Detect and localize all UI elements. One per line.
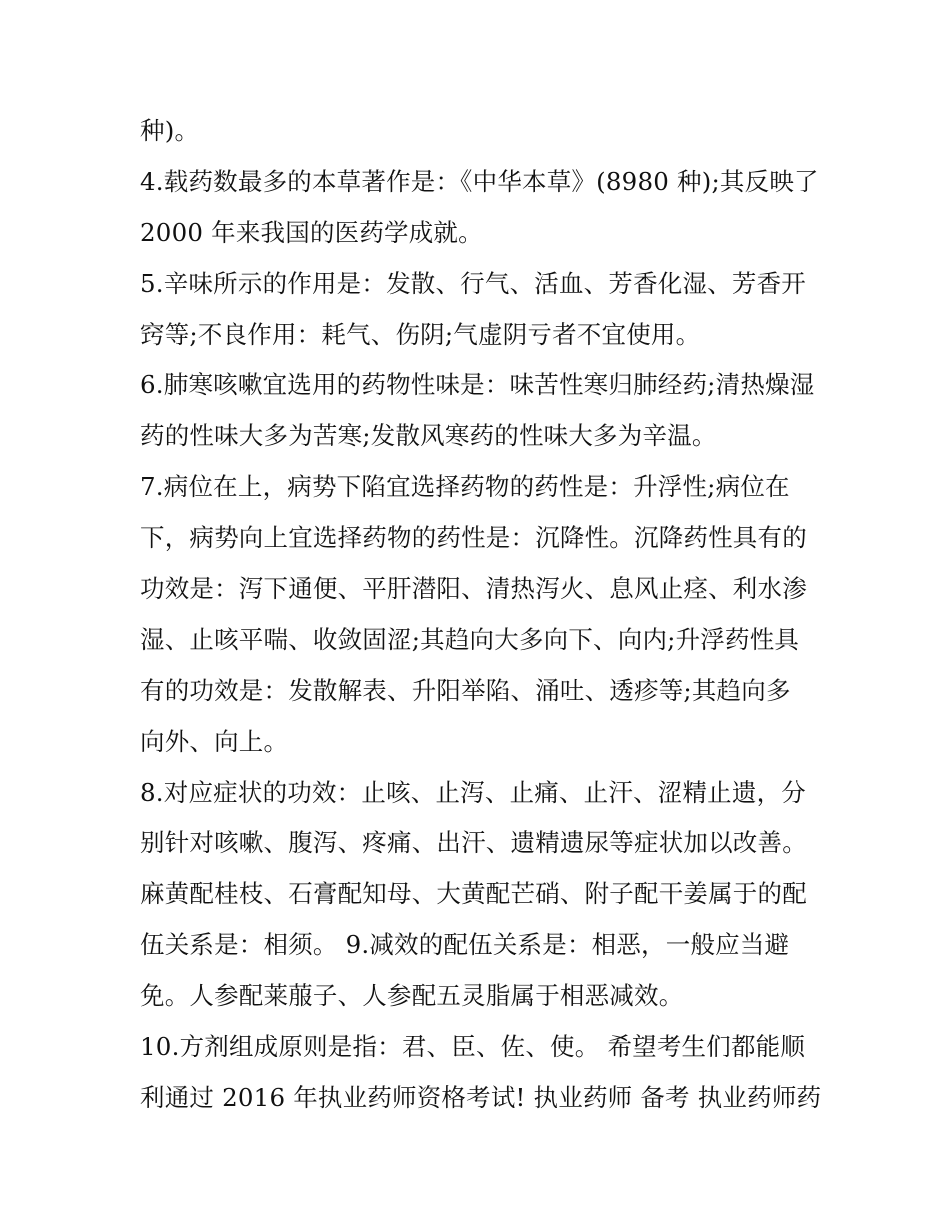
text-line: 5.辛味所示的作用是：发散、行气、活血、芳香化湿、芳香开 — [140, 268, 806, 298]
text-line: 湿、止咳平喘、收敛固涩;其趋向大多向下、向内;升浮药性具 — [140, 624, 800, 654]
text-line: 4.载药数最多的本草著作是：《中华本草》(8980 种);其反映了 — [140, 166, 819, 196]
text-line: 8.对应症状的功效：止咳、止泻、止痛、止汗、涩精止遗，分 — [140, 777, 806, 807]
text-line: 下，病势向上宜选择药物的药性是：沉降性。沉降药性具有的 — [140, 523, 807, 553]
text-line: 7.病位在上，病势下陷宜选择药物的药性是：升浮性;病位在 — [140, 472, 790, 502]
text-line: 2000 年来我国的医药学成就。 — [140, 217, 483, 247]
text-line: 伍关系是：相须。 9.减效的配伍关系是：相恶，一般应当避 — [140, 930, 790, 960]
text-line: 免。人参配莱菔子、人参配五灵脂属于相恶减效。 — [140, 981, 684, 1011]
text-line: 麻黄配桂枝、石膏配知母、大黄配芒硝、附子配干姜属于的配 — [140, 879, 807, 909]
text-line: 向外、向上。 — [140, 726, 289, 756]
text-line: 功效是：泻下通便、平肝潜阳、清热泻火、息风止痉、利水渗 — [140, 574, 807, 604]
text-line: 药的性味大多为苦寒;发散风寒药的性味大多为辛温。 — [140, 421, 717, 451]
text-line: 种)。 — [140, 116, 200, 145]
text-line: 窍等;不良作用：耗气、伤阴;气虚阴亏者不宜使用。 — [140, 319, 701, 349]
text-line: 6.肺寒咳嗽宜选用的药物性味是：味苦性寒归肺经药;清热燥湿 — [140, 370, 815, 400]
text-line: 利通过 2016 年执业药师资格考试! 执业药师 备考 执业药师药 — [140, 1082, 822, 1112]
document-body — [140, 106, 830, 1124]
text-line: 有的功效是：发散解表、升阳举陷、涌吐、透疹等;其趋向多 — [140, 675, 791, 705]
text-line: 别针对咳嗽、腹泻、疼痛、出汗、遗精遗尿等症状加以改善。 — [140, 828, 807, 858]
text-line: 10.方剂组成原则是指：君、臣、佐、使。 希望考生们都能顺 — [140, 1032, 806, 1062]
